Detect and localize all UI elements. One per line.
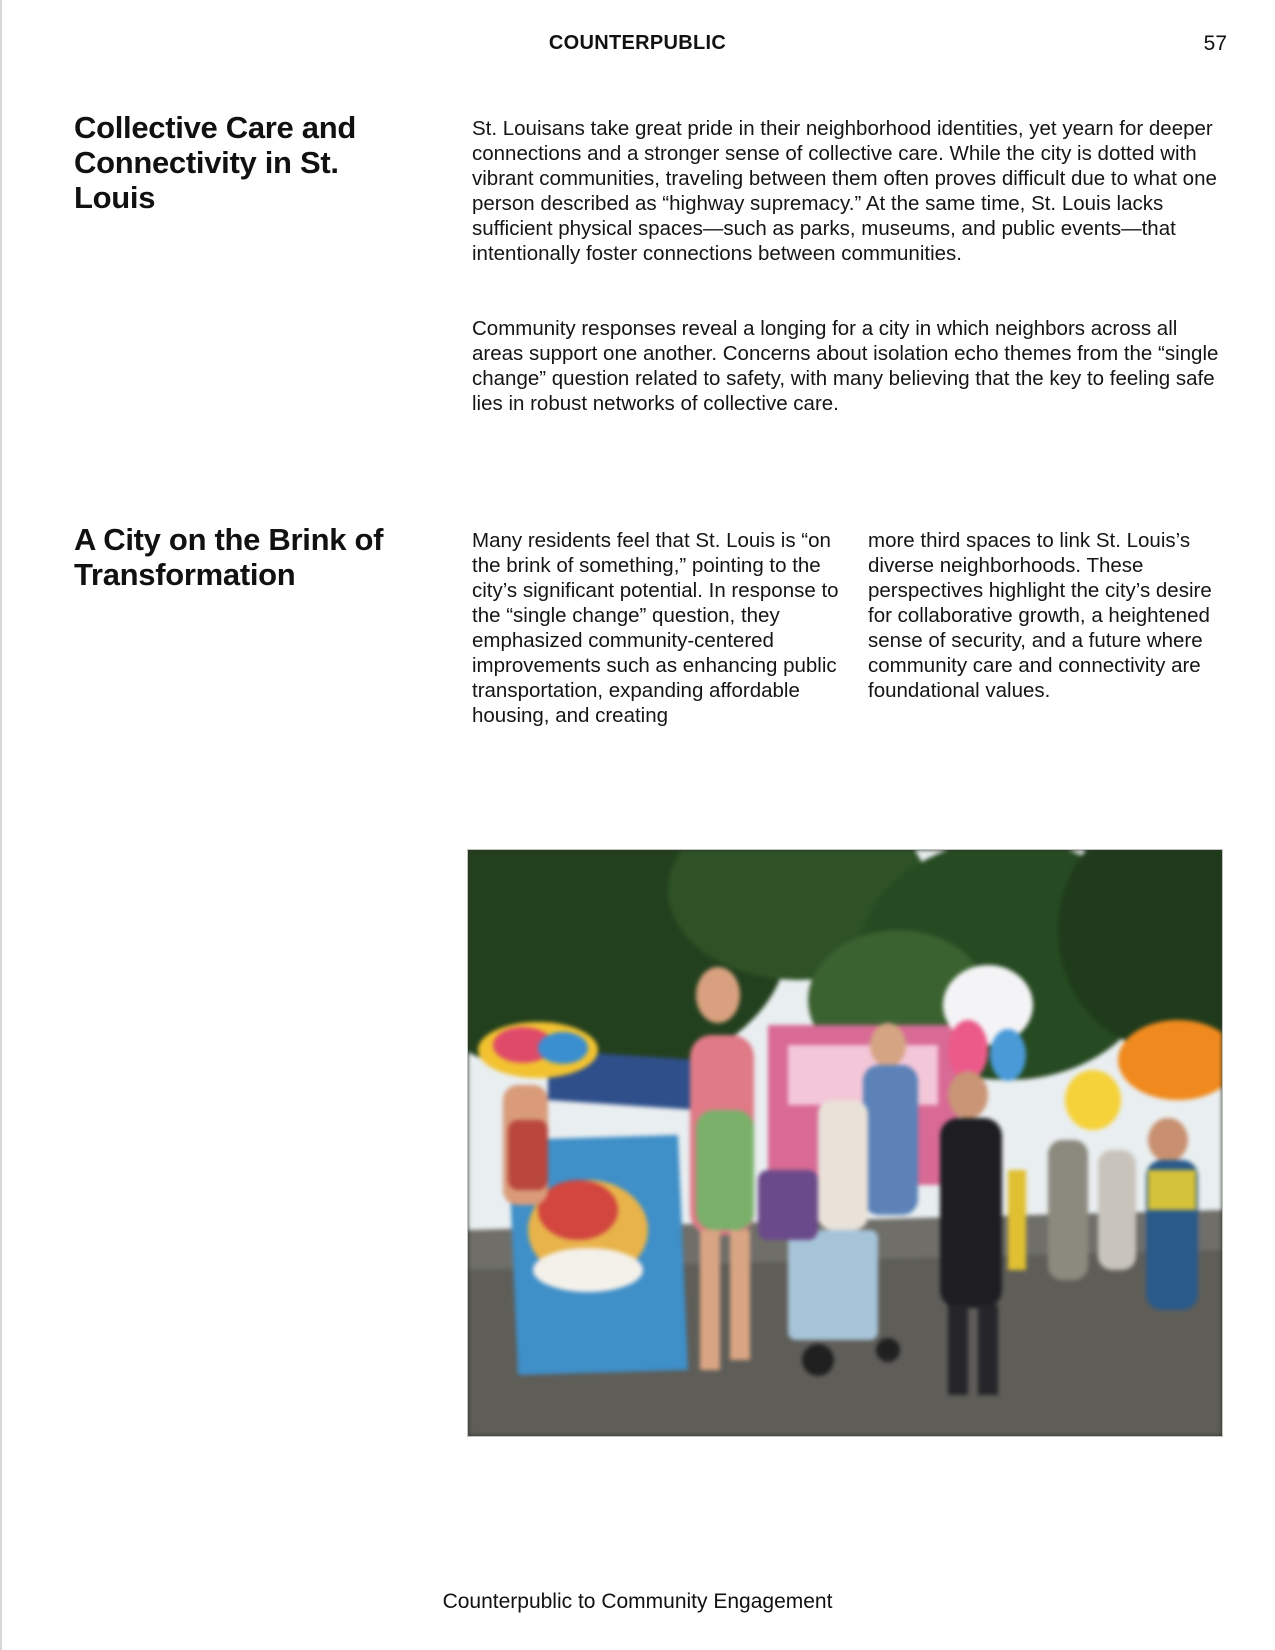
section-heading-city-transformation: A City on the Brink of Transformation (74, 522, 384, 592)
page-footer: Counterpublic to Community Engagement (442, 1590, 833, 1613)
paragraph-transformation-col-1: Many residents feel that St. Louis is “on the brink of something,” pointing to the city’s significant potential. In response to the “single change” question, they emphasized community-centered improvements such as enhancing public transportation, expanding affordable housing, and creating (472, 529, 839, 727)
parade-photo-illustration (468, 850, 1222, 1436)
running-header: COUNTERPUBLIC (548, 32, 727, 54)
paragraph-collective-care-2: Community responses reveal a longing for a city in which neighbors across all areas support one another. Concerns about isolation echo themes from the “single change” question related to safety, with many believing that the key to feeling safe lies in robust networks of collective care. (472, 317, 1219, 415)
paragraph-collective-care-1: St. Louisans take great pride in their neighborhood identities, yet yearn for deeper connections and a stronger sense of collective care. While the city is dotted with vibrant communities, traveling between them often proves difficult due to what one person described as “highway supremacy.” At the same time, St. Louis lacks sufficient physical spaces—such as parks, museums, and public events—that intentionally foster connections between communities. (472, 117, 1217, 265)
page-number: 57 (1203, 32, 1227, 55)
page-edge (0, 0, 2, 1650)
section-heading-collective-care: Collective Care and Connectivity in St. Louis (74, 110, 357, 215)
paragraph-transformation-col-2: more third spaces to link St. Louis’s diverse neighborhoods. These perspectives highlight the city’s desire for collaborative growth, a heightened sense of security, and a future where community care and connectivity are foundational values. (868, 529, 1212, 702)
parade-photo (468, 850, 1222, 1436)
